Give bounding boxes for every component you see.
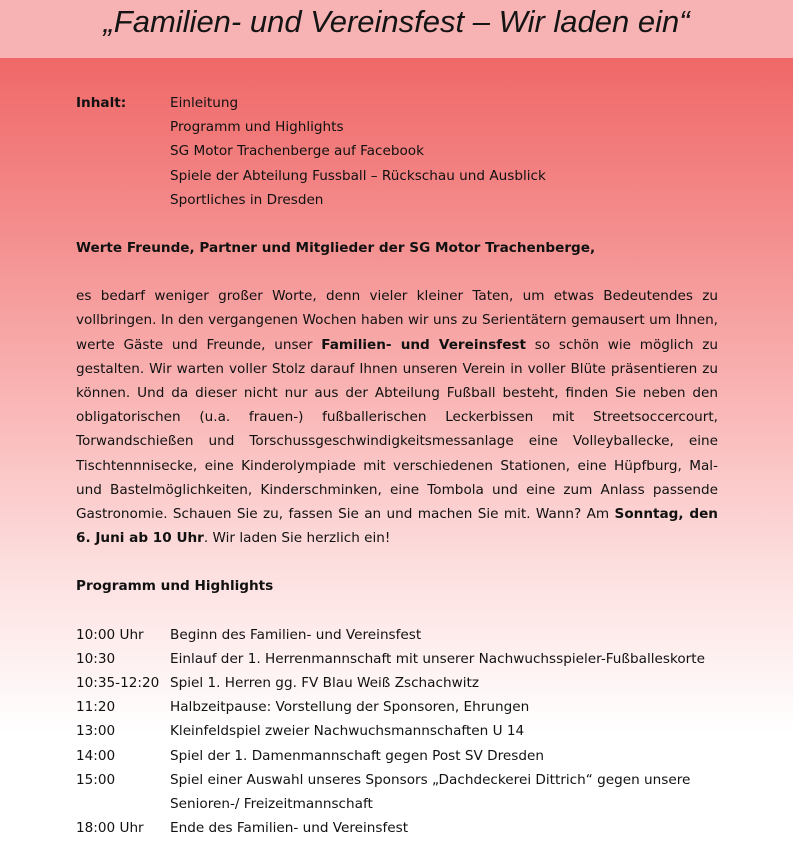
schedule-row <box>76 744 718 768</box>
schedule-desc: Spiel der 1. Damenmannschaft gegen Post SV Dresden <box>170 747 544 764</box>
intro-bold-event: Familien- und Vereinsfest <box>321 336 527 353</box>
schedule-time: 18:00 Uhr <box>76 820 144 837</box>
program-title: Programm und Highlights <box>76 578 274 595</box>
intro-paragraph <box>76 284 718 550</box>
intro-text-2: so schön wie möglich zu gestalten. Wir warten voller Stolz darauf Ihnen unseren Verein in voller Blüte präsentieren zu können. Und da dieser nicht nur aus der Abteilung Fußball besteht, finden Sie neben den obligatorischen (u.a. frauen-) fußballerischen Leckerbissen mit Streetsoccercourt, Torwandschießen und Torschussgeschwindigkeitsmessanlage eine Volleyballecke, eine Tischtennnisecke, eine Kinderolympiade mit verschiedenen Stationen, eine Hüpfburg, Mal- und Bastelmöglichkeiten, Kinderschminken, eine Tombola und eine zum Anlass passende Gastronomie. Schauen Sie zu, fassen Sie an und machen Sie mit. Wann? Am <box>76 336 719 523</box>
schedule-time: 14:00 <box>76 747 116 764</box>
greeting: Werte Freunde, Partner und Mitglieder der SG Motor Trachenberge, <box>76 240 596 257</box>
toc-item: Programm und Highlights <box>170 119 344 136</box>
toc-item: SG Motor Trachenberge auf Facebook <box>170 143 424 160</box>
schedule-desc: Kleinfeldspiel zweier Nachwuchsmannschaften U 14 <box>170 723 525 740</box>
intro-text-3: . Wir laden Sie herzlich ein! <box>203 530 391 547</box>
schedule-time: 10:30 <box>76 650 116 667</box>
schedule-row <box>76 671 718 695</box>
schedule-list <box>76 623 718 841</box>
schedule-row <box>76 695 718 719</box>
schedule-desc: Einlauf der 1. Herrenmannschaft mit unserer Nachwuchsspieler-Fußballeskorte <box>170 650 705 667</box>
schedule-row <box>76 768 718 816</box>
page-title: „Familien- und Vereinsfest – Wir laden ein“ <box>103 4 690 39</box>
toc-item: Sportliches in Dresden <box>170 191 324 208</box>
schedule-time: 10:35-12:20 <box>76 675 160 692</box>
schedule-desc: Beginn des Familien- und Vereinsfest <box>170 626 422 643</box>
schedule-desc: Halbzeitpause: Vorstellung der Sponsoren, Ehrungen <box>170 699 530 716</box>
schedule-time: 15:00 <box>76 771 116 788</box>
schedule-row <box>76 623 718 647</box>
toc-label: Inhalt: <box>76 95 127 111</box>
schedule-desc: Ende des Familien- und Vereinsfest <box>170 820 409 837</box>
schedule-time: 11:20 <box>76 699 116 716</box>
intro-text-1: es bedarf weniger großer Worte, denn vieler kleiner Taten, um etwas Bedeutendes zu vollbringen. In den vergangenen Wochen haben wir uns zu Serientätern gemausert um Ihnen, werte Gäste und Freunde, unser <box>76 288 718 353</box>
schedule-time: 10:00 Uhr <box>76 626 144 643</box>
schedule-time: 13:00 <box>76 723 116 740</box>
schedule-row <box>76 816 718 840</box>
document-body <box>76 91 718 840</box>
toc-item: Einleitung <box>170 95 239 111</box>
schedule-desc: Spiel einer Auswahl unseres Sponsors „Dachdeckerei Dittrich“ gegen unsere Senioren-/ Freizeitmannschaft <box>170 771 691 813</box>
schedule-desc: Spiel 1. Herren gg. FV Blau Weiß Zschachwitz <box>170 675 479 692</box>
toc-item: Spiele der Abteilung Fussball – Rückschau und Ausblick <box>170 167 546 184</box>
schedule-row <box>76 719 718 743</box>
schedule-row <box>76 647 718 671</box>
toc-list <box>170 91 546 212</box>
table-of-contents <box>76 91 718 212</box>
intro-bold-date: Sonntag, den 6. Juni ab 10 Uhr <box>76 506 718 547</box>
